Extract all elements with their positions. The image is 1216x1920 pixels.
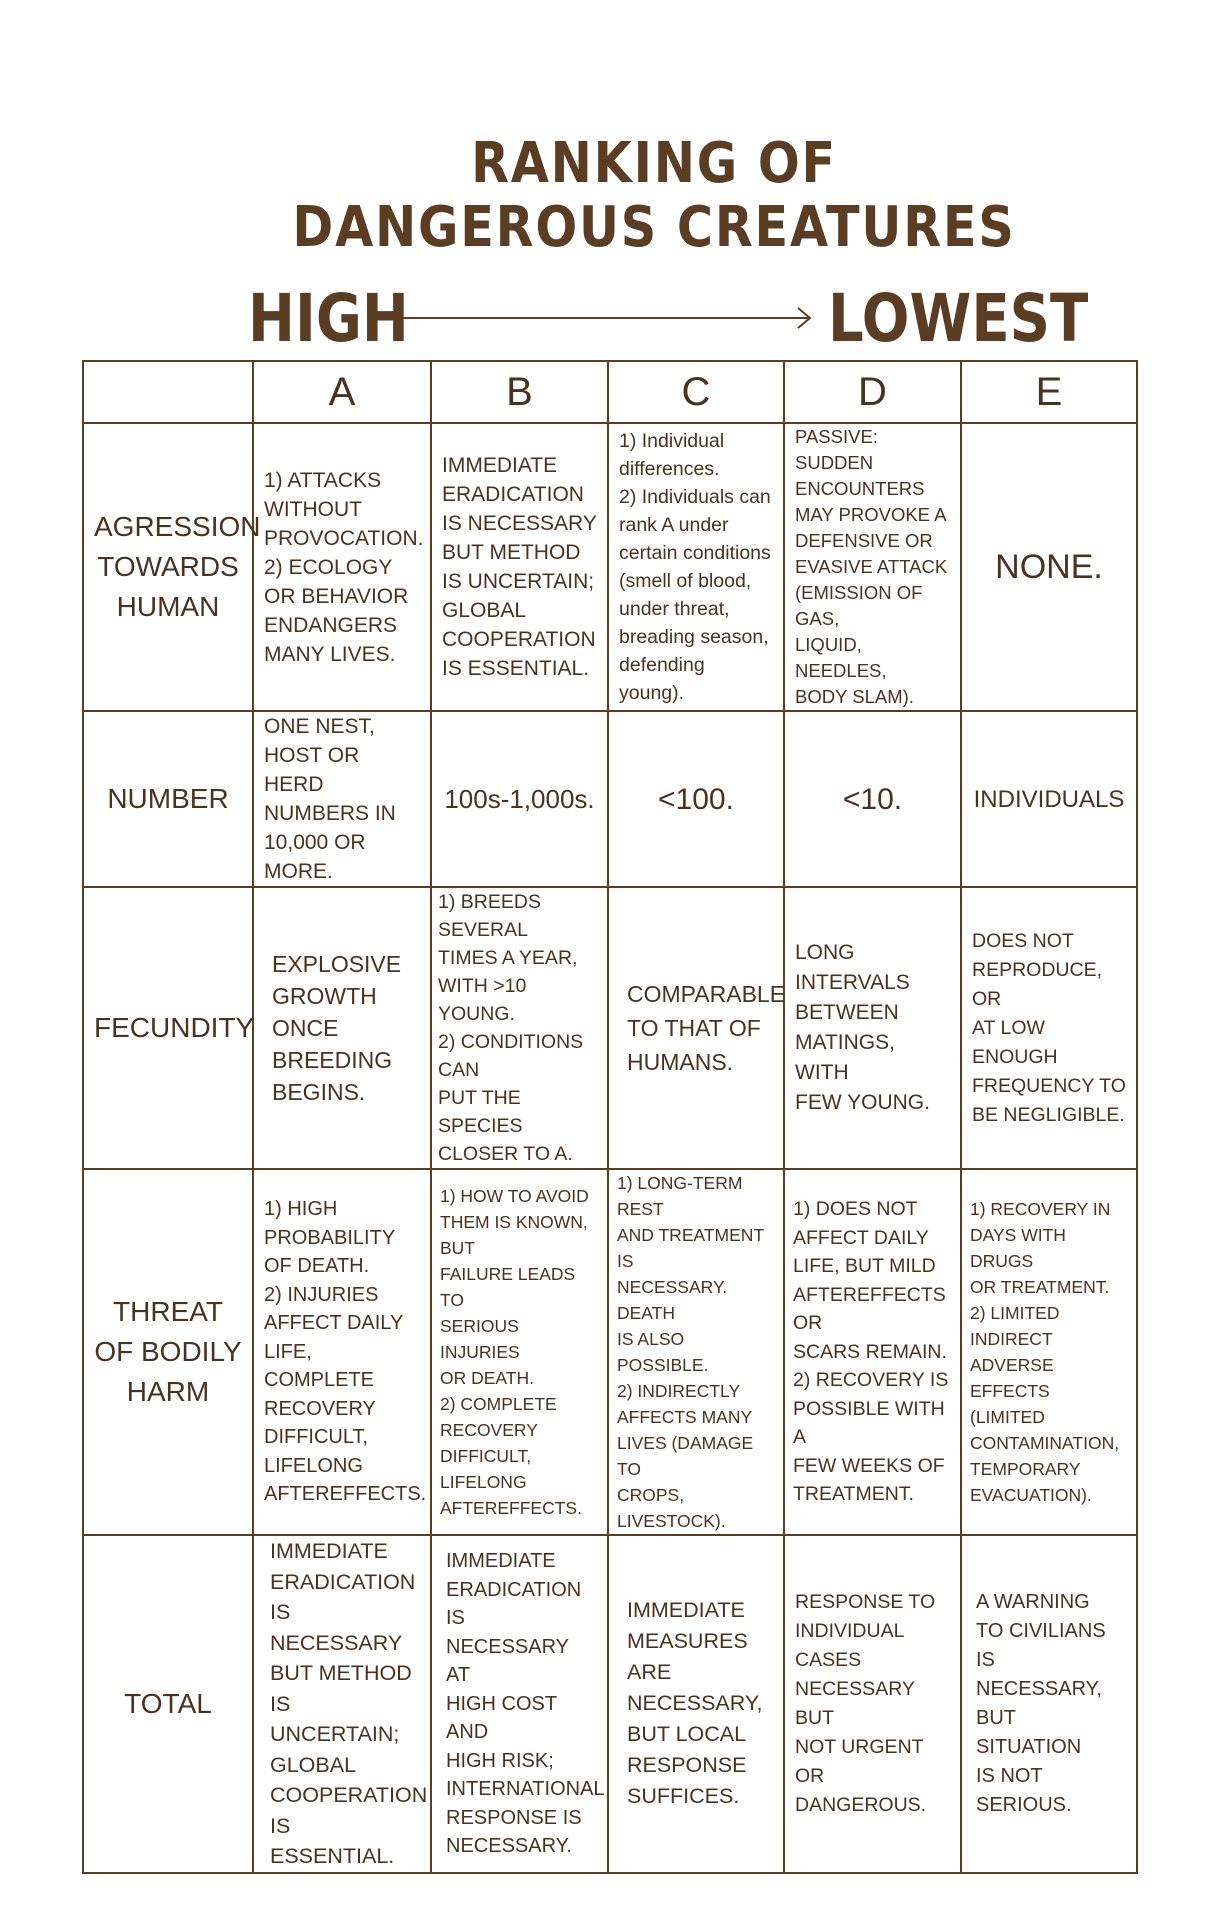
- header-corner-cell: [83, 361, 253, 423]
- page-title-line-2: DANGEROUS CREATURES: [292, 195, 1016, 260]
- row-label-threat: THREAT OF BODILY HARM: [83, 1169, 253, 1535]
- row-label-number: NUMBER: [83, 711, 253, 887]
- scale-arrow-icon: [386, 303, 816, 333]
- cell-aggression-d: PASSIVE: SUDDEN ENCOUNTERS MAY PROVOKE A DEFENSIVE OR EVASIVE ATTACK (EMISSION OF GAS, LIQUID, NEEDLES, BODY SLAM).: [784, 423, 961, 711]
- cell-total-a: IMMEDIATE ERADICATION IS NECESSARY BUT METHOD IS UNCERTAIN; GLOBAL COOPERATION IS ESSENTIAL.: [253, 1535, 431, 1873]
- cell-fecundity-c: COMPARABLE TO THAT OF HUMANS.: [608, 887, 784, 1169]
- table-row-fecundity: [83, 887, 1137, 1169]
- cell-aggression-c: 1) Individual differences. 2) Individuals can rank A under certain conditions (smell of blood, under threat, breading season, defending young).: [608, 423, 784, 711]
- cell-total-b: IMMEDIATE ERADICATION IS NECESSARY AT HIGH COST AND HIGH RISK; INTERNATIONAL RESPONSE IS NECESSARY.: [431, 1535, 608, 1873]
- row-label-fecundity: FECUNDITY: [83, 887, 253, 1169]
- table-row-number: [83, 711, 1137, 887]
- cell-fecundity-b: 1) BREEDS SEVERAL TIMES A YEAR, WITH >10 YOUNG. 2) CONDITIONS CAN PUT THE SPECIES CLOSER TO A.: [431, 887, 608, 1169]
- cell-threat-c: 1) LONG-TERM REST AND TREATMENT IS NECESSARY. DEATH IS ALSO POSSIBLE. 2) INDIRECTLY AFFECTS MANY LIVES (DAMAGE TO CROPS, LIVESTOCK).: [608, 1169, 784, 1535]
- column-header-c: C: [608, 361, 784, 423]
- cell-total-c: IMMEDIATE MEASURES ARE NECESSARY, BUT LOCAL RESPONSE SUFFICES.: [608, 1535, 784, 1873]
- cell-threat-e: 1) RECOVERY IN DAYS WITH DRUGS OR TREATMENT. 2) LIMITED INDIRECT ADVERSE EFFECTS (LIMITED CONTAMINATION, TEMPORARY EVACUATION).: [961, 1169, 1137, 1535]
- column-header-a: A: [253, 361, 431, 423]
- cell-total-d: RESPONSE TO INDIVIDUAL CASES NECESSARY BUT NOT URGENT OR DANGEROUS.: [784, 1535, 961, 1873]
- cell-threat-b: 1) HOW TO AVOID THEM IS KNOWN, BUT FAILURE LEADS TO SERIOUS INJURIES OR DEATH. 2) COMPLETE RECOVERY DIFFICULT, LIFELONG AFTEREFFECTS.: [431, 1169, 608, 1535]
- ranking-table: [82, 360, 1138, 1874]
- table-row-total: [83, 1535, 1137, 1873]
- table-row-aggression: [83, 423, 1137, 711]
- cell-aggression-e: NONE.: [961, 423, 1137, 711]
- cell-number-e: INDIVIDUALS: [961, 711, 1137, 887]
- cell-number-a: ONE NEST, HOST OR HERD NUMBERS IN 10,000 OR MORE.: [253, 711, 431, 887]
- column-header-d: D: [784, 361, 961, 423]
- cell-number-b: 100s-1,000s.: [431, 711, 608, 887]
- row-label-aggression: AGRESSION TOWARDS HUMAN: [83, 423, 253, 711]
- cell-total-e: A WARNING TO CIVILIANS IS NECESSARY, BUT SITUATION IS NOT SERIOUS.: [961, 1535, 1137, 1873]
- table-row-threat: [83, 1169, 1137, 1535]
- scale-lowest-label: LOWEST: [828, 280, 1089, 357]
- cell-number-c: <100.: [608, 711, 784, 887]
- cell-aggression-a: 1) ATTACKS WITHOUT PROVOCATION. 2) ECOLOGY OR BEHAVIOR ENDANGERS MANY LIVES.: [253, 423, 431, 711]
- scale-high-label: HIGH: [248, 280, 409, 357]
- page-title-line-1: RANKING OF: [471, 131, 837, 196]
- table-header-row: [83, 361, 1137, 423]
- column-header-b: B: [431, 361, 608, 423]
- cell-fecundity-e: DOES NOT REPRODUCE, OR AT LOW ENOUGH FREQUENCY TO BE NEGLIGIBLE.: [961, 887, 1137, 1169]
- row-label-total: TOTAL: [83, 1535, 253, 1873]
- cell-fecundity-d: LONG INTERVALS BETWEEN MATINGS, WITH FEW YOUNG.: [784, 887, 961, 1169]
- column-header-e: E: [961, 361, 1137, 423]
- cell-number-d: <10.: [784, 711, 961, 887]
- cell-threat-d: 1) DOES NOT AFFECT DAILY LIFE, BUT MILD AFTEREFFECTS OR SCARS REMAIN. 2) RECOVERY IS POSSIBLE WITH A FEW WEEKS OF TREATMENT.: [784, 1169, 961, 1535]
- cell-threat-a: 1) HIGH PROBABILITY OF DEATH. 2) INJURIES AFFECT DAILY LIFE, COMPLETE RECOVERY DIFFICULT, LIFELONG AFTEREFFECTS.: [253, 1169, 431, 1535]
- cell-fecundity-a: EXPLOSIVE GROWTH ONCE BREEDING BEGINS.: [253, 887, 431, 1169]
- cell-aggression-b: IMMEDIATE ERADICATION IS NECESSARY BUT METHOD IS UNCERTAIN; GLOBAL COOPERATION IS ESSENTIAL.: [431, 423, 608, 711]
